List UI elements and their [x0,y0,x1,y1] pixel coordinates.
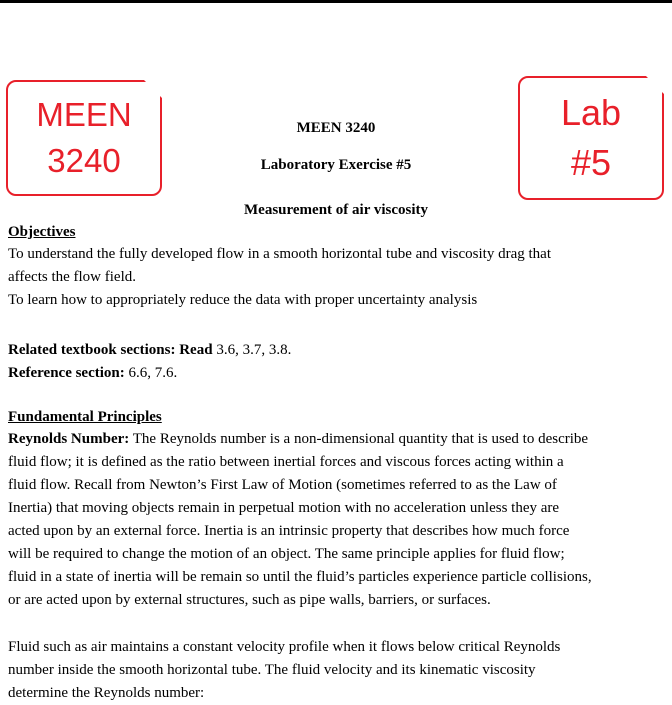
course-badge-line2: 3240 [47,142,121,179]
fundamentals-line: fluid flow; it is defined as the ratio between inertial forces and viscous forces acting within a [8,454,564,470]
fundamentals-line: Inertia) that moving objects remain in perpetual motion with no acceleration unless they are [8,500,560,516]
lab-badge-line2: #5 [570,142,612,183]
course-badge [6,80,162,196]
course-badge-line1: MEEN [36,96,132,133]
paragraph-line: Fluid such as air maintains a constant velocity profile when it flows below critical Reynolds [8,639,561,655]
reference-section [8,362,668,385]
objectives-line: To learn how to appropriately reduce the data with proper uncertainty analysis [8,292,478,308]
document-title: Measurement of air viscosity [244,202,428,218]
fundamentals-line: fluid in a state of inertia will be remain so until the fluid’s particles experience particle collisions, [8,569,592,585]
top-border-line [0,0,672,3]
reference-section-label: Reference section: [8,365,125,381]
related-sections-value: 3.6, 3.7, 3.8. [212,342,292,358]
fundamentals-line: fluid flow. Recall from Newton’s First Law of Motion (sometimes referred to as the Law of [8,477,557,493]
paragraph-line: determine the Reynolds number: [8,685,205,701]
lab-badge [518,76,664,200]
objectives-heading: Objectives [8,224,76,240]
fundamentals-line [8,428,668,451]
objectives-line: To understand the fully developed flow in a smooth horizontal tube and viscosity drag that [8,246,551,262]
reference-section-value: 6.6, 7.6. [124,365,178,381]
exercise-title: Laboratory Exercise #5 [260,157,412,173]
fundamentals-line: will be required to change the motion of an object. The same principle applies for fluid flow; [8,546,565,562]
reynolds-text: The Reynolds number is a non-dimensional quantity that is used to describe [129,431,589,447]
reynolds-label: Reynolds Number: [8,431,130,447]
related-sections-label: Related textbook sections: Read [8,342,213,358]
lab-badge-line1: Lab [560,92,622,133]
fundamentals-heading: Fundamental Principles [8,409,162,425]
fundamentals-line: or are acted upon by external structures, such as pipe walls, barriers, or surfaces. [8,592,491,608]
objectives-line: affects the flow field. [8,269,137,285]
course-title: MEEN 3240 [296,120,376,136]
related-sections [8,339,668,362]
fundamentals-line: acted upon by an external force. Inertia is an intrinsic property that describes how much force [8,523,570,539]
paragraph-line: number inside the smooth horizontal tube. The fluid velocity and its kinematic viscosity [8,662,536,678]
